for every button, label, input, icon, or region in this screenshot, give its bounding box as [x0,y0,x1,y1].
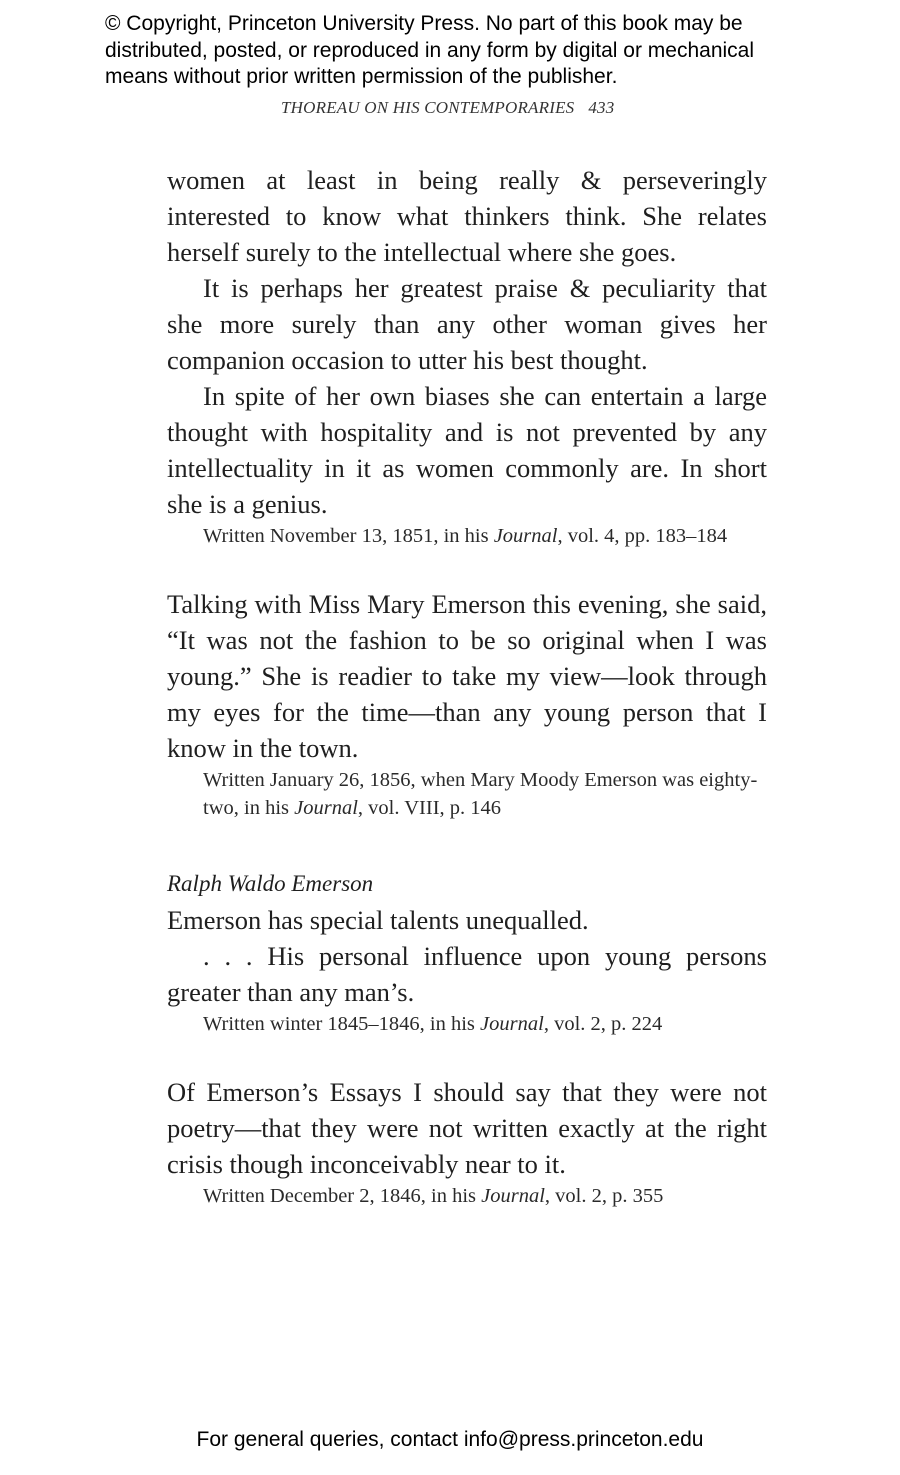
citation-journal: Journal [481,1185,545,1207]
copyright-line-2: distributed, posted, or reproduced in any form by digital or mechanical [105,38,755,62]
body-paragraph: women at least in being really & perseveringly interested to know what thinkers think. She relates herself surely to the intellectual where she goes. [167,165,767,267]
running-head-title: THOREAU ON HIS CONTEMPORARIES [281,98,575,117]
spacer [167,550,767,586]
copyright-line-3: means without prior written permission of the publisher. [105,65,618,88]
citation-text: , vol. VIII, p. 146 [357,797,502,819]
copyright-line-1: © Copyright, Princeton University Press. No part of this book may be [105,12,743,35]
source-citation [167,522,767,550]
citation-journal: Journal [493,525,558,547]
source-citation [167,766,767,822]
citation-text: , vol. 4, pp. 183–184 [557,525,728,547]
body-paragraph: Emerson has special talents unequalled. [167,905,589,935]
source-citation [167,1010,767,1038]
section-heading: Ralph Waldo Emerson [167,871,374,896]
spacer [167,822,767,866]
source-citation [167,1182,767,1210]
citation-text: Written winter 1845–1846, in his [203,1013,481,1035]
body-paragraph: Talking with Miss Mary Emerson this evening, she said, “It was not the fashion to be so original when I was young.” She is readier to take my view—look through my eyes for the time—than any young person that I know in the town. [167,589,767,763]
body-paragraph: It is perhaps her greatest praise & peculiarity that she more surely than any other woman gives her companion occasion to utter his best thought. [167,273,767,375]
citation-text: Written January 26, 1856, when Mary Moody Emerson was eighty-two, in his [203,769,758,819]
citation-text: Written November 13, 1851, in his [203,525,494,547]
page-body [167,162,767,1210]
citation-text: , vol. 2, p. 224 [543,1013,663,1035]
copyright-notice [105,11,825,91]
body-paragraph: . . . His personal influence upon young persons greater than any man’s. [167,941,767,1007]
spacer [167,1038,767,1074]
footer-contact: For general queries, contact info@press.princeton.edu [196,1428,704,1451]
citation-text: Written December 2, 1846, in his [203,1185,482,1207]
body-paragraph: In spite of her own biases she can entertain a large thought with hospitality and is not prevented by any intellectuality in it as women commonly are. In short she is a genius. [167,381,767,519]
body-paragraph: Of Emerson’s Essays I should say that they were not poetry—that they were not written exactly at the right crisis though inconceivably near to it. [167,1077,767,1179]
page-number: 433 [588,98,615,117]
citation-text: , vol. 2, p. 355 [544,1185,664,1207]
citation-journal: Journal [480,1013,544,1035]
running-head [281,98,614,118]
citation-journal: Journal [294,797,358,819]
